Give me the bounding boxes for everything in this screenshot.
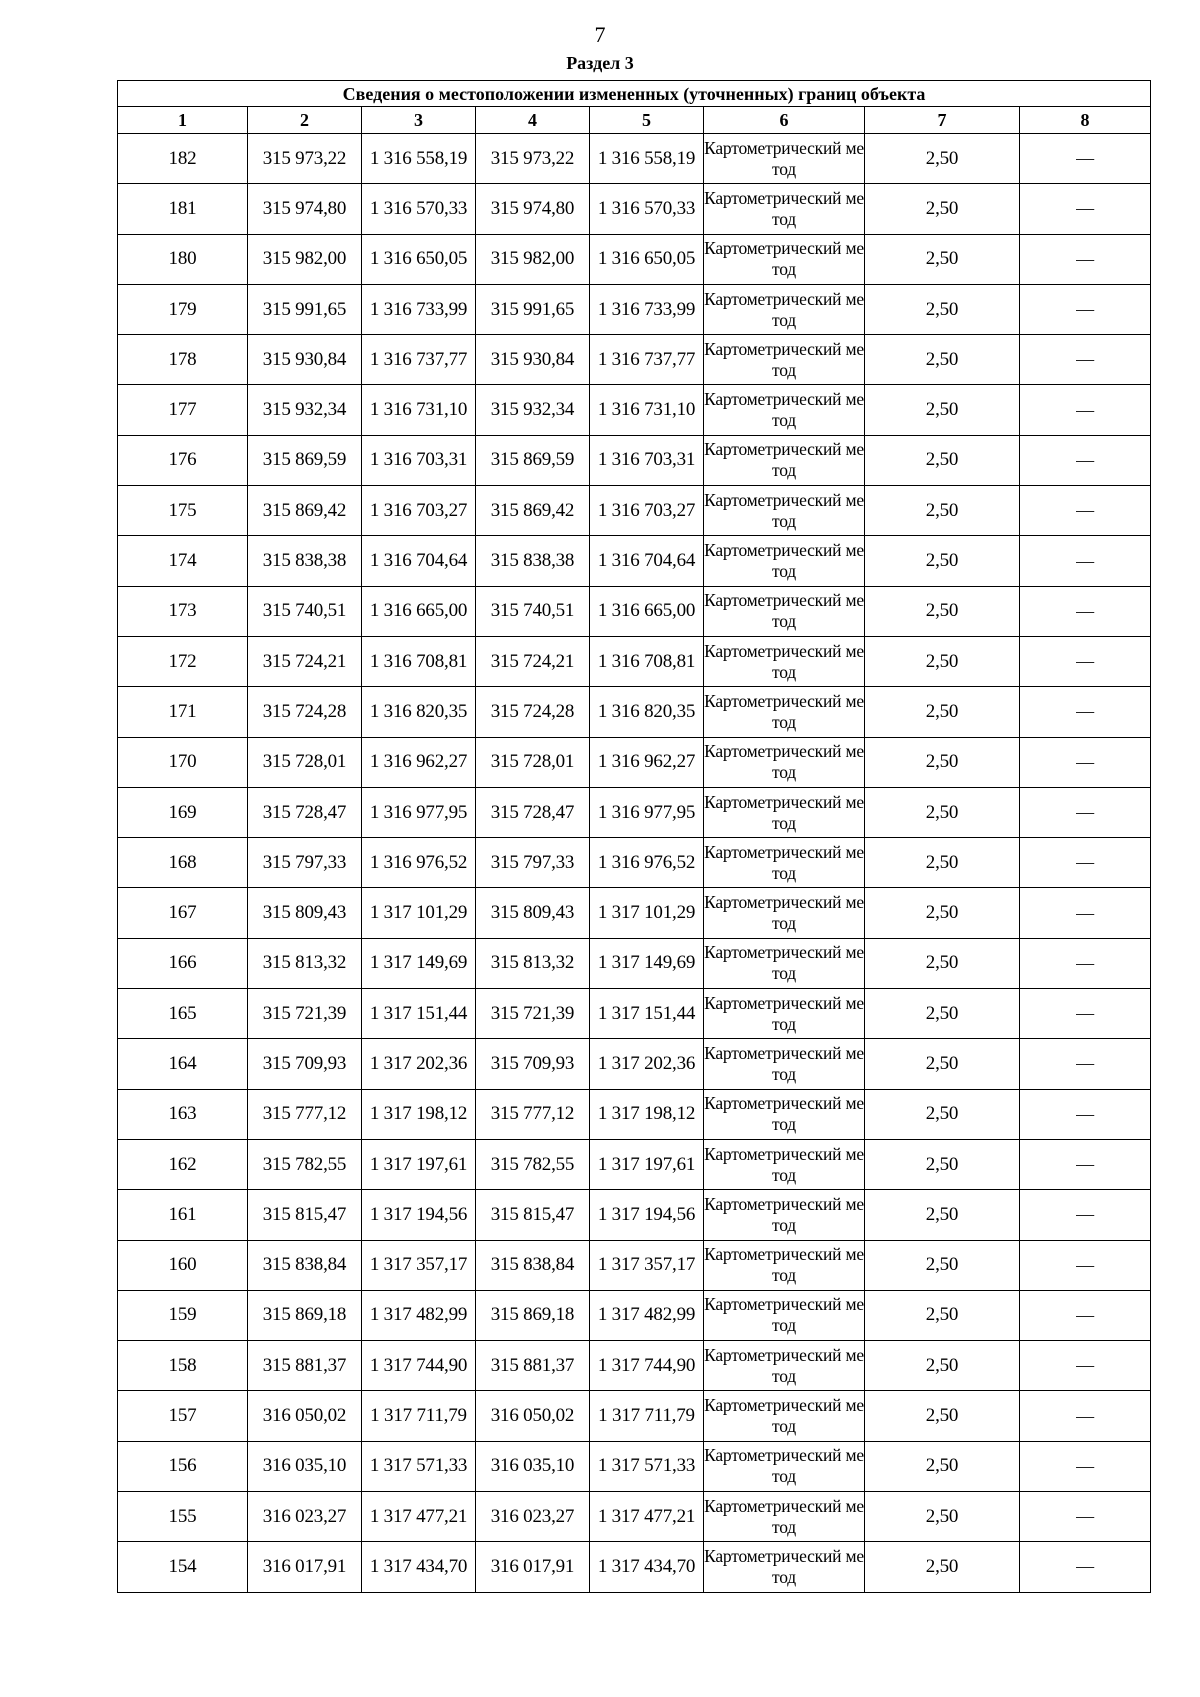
x-coordinate-cell: 315 740,51 bbox=[248, 586, 362, 636]
column-number-row bbox=[118, 107, 1151, 134]
point-number-cell: 171 bbox=[118, 687, 248, 737]
section-title: Раздел 3 bbox=[566, 53, 634, 73]
description-cell: — bbox=[1020, 1290, 1151, 1340]
table-row bbox=[118, 737, 1151, 787]
y-coordinate-new-cell: 1 317 194,56 bbox=[590, 1190, 704, 1240]
x-coordinate-new-cell: 315 869,42 bbox=[476, 486, 590, 536]
x-coordinate-cell: 316 017,91 bbox=[248, 1542, 362, 1592]
x-coordinate-new-cell: 315 728,01 bbox=[476, 737, 590, 787]
table-caption-row bbox=[118, 81, 1151, 107]
y-coordinate-new-cell: 1 316 704,64 bbox=[590, 536, 704, 586]
x-coordinate-cell: 315 724,21 bbox=[248, 636, 362, 686]
description-cell: — bbox=[1020, 838, 1151, 888]
x-coordinate-new-cell: 315 974,80 bbox=[476, 184, 590, 234]
x-coordinate-new-cell: 315 869,18 bbox=[476, 1290, 590, 1340]
x-coordinate-new-cell: 316 035,10 bbox=[476, 1441, 590, 1491]
y-coordinate-new-cell: 1 317 202,36 bbox=[590, 1039, 704, 1089]
y-coordinate-cell: 1 317 151,44 bbox=[362, 989, 476, 1039]
y-coordinate-new-cell: 1 317 434,70 bbox=[590, 1542, 704, 1592]
y-coordinate-new-cell: 1 317 711,79 bbox=[590, 1391, 704, 1441]
method-cell: Картометрический метод bbox=[704, 486, 865, 536]
accuracy-cell: 2,50 bbox=[865, 1441, 1020, 1491]
y-coordinate-cell: 1 317 711,79 bbox=[362, 1391, 476, 1441]
y-coordinate-new-cell: 1 317 477,21 bbox=[590, 1492, 704, 1542]
table-row bbox=[118, 234, 1151, 284]
point-number-cell: 155 bbox=[118, 1492, 248, 1542]
accuracy-cell: 2,50 bbox=[865, 586, 1020, 636]
table-row bbox=[118, 1290, 1151, 1340]
y-coordinate-cell: 1 317 571,33 bbox=[362, 1441, 476, 1491]
x-coordinate-cell: 315 991,65 bbox=[248, 284, 362, 334]
x-coordinate-cell: 316 035,10 bbox=[248, 1441, 362, 1491]
point-number-cell: 165 bbox=[118, 989, 248, 1039]
y-coordinate-new-cell: 1 316 570,33 bbox=[590, 184, 704, 234]
table-row bbox=[118, 385, 1151, 435]
y-coordinate-cell: 1 317 197,61 bbox=[362, 1139, 476, 1189]
x-coordinate-new-cell: 315 721,39 bbox=[476, 989, 590, 1039]
x-coordinate-new-cell: 315 982,00 bbox=[476, 234, 590, 284]
accuracy-cell: 2,50 bbox=[865, 938, 1020, 988]
table-row bbox=[118, 787, 1151, 837]
x-coordinate-new-cell: 315 777,12 bbox=[476, 1089, 590, 1139]
y-coordinate-cell: 1 317 101,29 bbox=[362, 888, 476, 938]
coordinates-table bbox=[117, 80, 1151, 1593]
method-cell: Картометрический метод bbox=[704, 1190, 865, 1240]
point-number-cell: 160 bbox=[118, 1240, 248, 1290]
point-number-cell: 175 bbox=[118, 486, 248, 536]
y-coordinate-new-cell: 1 317 357,17 bbox=[590, 1240, 704, 1290]
point-number-cell: 177 bbox=[118, 385, 248, 435]
description-cell: — bbox=[1020, 737, 1151, 787]
y-coordinate-cell: 1 317 434,70 bbox=[362, 1542, 476, 1592]
description-cell: — bbox=[1020, 787, 1151, 837]
accuracy-cell: 2,50 bbox=[865, 134, 1020, 184]
point-number-cell: 162 bbox=[118, 1139, 248, 1189]
method-cell: Картометрический метод bbox=[704, 1542, 865, 1592]
x-coordinate-cell: 315 809,43 bbox=[248, 888, 362, 938]
description-cell: — bbox=[1020, 284, 1151, 334]
x-coordinate-cell: 315 709,93 bbox=[248, 1039, 362, 1089]
column-number-8: 8 bbox=[1020, 107, 1151, 134]
description-cell: — bbox=[1020, 486, 1151, 536]
x-coordinate-cell: 315 724,28 bbox=[248, 687, 362, 737]
x-coordinate-new-cell: 315 724,21 bbox=[476, 636, 590, 686]
column-number-1: 1 bbox=[118, 107, 248, 134]
accuracy-cell: 2,50 bbox=[865, 888, 1020, 938]
point-number-cell: 172 bbox=[118, 636, 248, 686]
method-cell: Картометрический метод bbox=[704, 184, 865, 234]
accuracy-cell: 2,50 bbox=[865, 486, 1020, 536]
point-number-cell: 156 bbox=[118, 1441, 248, 1491]
method-cell: Картометрический метод bbox=[704, 1341, 865, 1391]
point-number-cell: 182 bbox=[118, 134, 248, 184]
method-cell: Картометрический метод bbox=[704, 938, 865, 988]
y-coordinate-cell: 1 317 744,90 bbox=[362, 1341, 476, 1391]
y-coordinate-new-cell: 1 316 820,35 bbox=[590, 687, 704, 737]
x-coordinate-cell: 315 974,80 bbox=[248, 184, 362, 234]
point-number-cell: 164 bbox=[118, 1039, 248, 1089]
table-row bbox=[118, 687, 1151, 737]
description-cell: — bbox=[1020, 888, 1151, 938]
table-row bbox=[118, 636, 1151, 686]
description-cell: — bbox=[1020, 435, 1151, 485]
x-coordinate-cell: 315 932,34 bbox=[248, 385, 362, 435]
column-number-6: 6 bbox=[704, 107, 865, 134]
y-coordinate-new-cell: 1 316 703,31 bbox=[590, 435, 704, 485]
x-coordinate-new-cell: 315 973,22 bbox=[476, 134, 590, 184]
x-coordinate-new-cell: 315 838,84 bbox=[476, 1240, 590, 1290]
accuracy-cell: 2,50 bbox=[865, 385, 1020, 435]
point-number-cell: 157 bbox=[118, 1391, 248, 1441]
y-coordinate-cell: 1 317 194,56 bbox=[362, 1190, 476, 1240]
y-coordinate-cell: 1 317 202,36 bbox=[362, 1039, 476, 1089]
point-number-cell: 180 bbox=[118, 234, 248, 284]
accuracy-cell: 2,50 bbox=[865, 1089, 1020, 1139]
point-number-cell: 154 bbox=[118, 1542, 248, 1592]
accuracy-cell: 2,50 bbox=[865, 335, 1020, 385]
method-cell: Картометрический метод bbox=[704, 134, 865, 184]
y-coordinate-new-cell: 1 317 571,33 bbox=[590, 1441, 704, 1491]
point-number-cell: 169 bbox=[118, 787, 248, 837]
y-coordinate-new-cell: 1 317 151,44 bbox=[590, 989, 704, 1039]
x-coordinate-cell: 315 777,12 bbox=[248, 1089, 362, 1139]
accuracy-cell: 2,50 bbox=[865, 737, 1020, 787]
x-coordinate-cell: 315 782,55 bbox=[248, 1139, 362, 1189]
point-number-cell: 166 bbox=[118, 938, 248, 988]
table-row bbox=[118, 989, 1151, 1039]
point-number-cell: 159 bbox=[118, 1290, 248, 1340]
accuracy-cell: 2,50 bbox=[865, 838, 1020, 888]
table-row bbox=[118, 284, 1151, 334]
y-coordinate-cell: 1 316 737,77 bbox=[362, 335, 476, 385]
y-coordinate-cell: 1 317 482,99 bbox=[362, 1290, 476, 1340]
table-row bbox=[118, 888, 1151, 938]
x-coordinate-new-cell: 315 991,65 bbox=[476, 284, 590, 334]
point-number-cell: 168 bbox=[118, 838, 248, 888]
x-coordinate-new-cell: 316 017,91 bbox=[476, 1542, 590, 1592]
x-coordinate-new-cell: 315 869,59 bbox=[476, 435, 590, 485]
description-cell: — bbox=[1020, 1391, 1151, 1441]
y-coordinate-cell: 1 317 149,69 bbox=[362, 938, 476, 988]
table-row bbox=[118, 1139, 1151, 1189]
x-coordinate-cell: 315 813,32 bbox=[248, 938, 362, 988]
description-cell: — bbox=[1020, 335, 1151, 385]
y-coordinate-new-cell: 1 316 731,10 bbox=[590, 385, 704, 435]
method-cell: Картометрический метод bbox=[704, 687, 865, 737]
description-cell: — bbox=[1020, 385, 1151, 435]
y-coordinate-cell: 1 316 976,52 bbox=[362, 838, 476, 888]
table-row bbox=[118, 1190, 1151, 1240]
table-row bbox=[118, 586, 1151, 636]
y-coordinate-cell: 1 316 570,33 bbox=[362, 184, 476, 234]
table-row bbox=[118, 435, 1151, 485]
description-cell: — bbox=[1020, 134, 1151, 184]
description-cell: — bbox=[1020, 234, 1151, 284]
accuracy-cell: 2,50 bbox=[865, 1391, 1020, 1441]
column-number-7: 7 bbox=[865, 107, 1020, 134]
y-coordinate-new-cell: 1 316 733,99 bbox=[590, 284, 704, 334]
page-number: 7 bbox=[594, 22, 606, 47]
y-coordinate-new-cell: 1 316 737,77 bbox=[590, 335, 704, 385]
y-coordinate-cell: 1 316 977,95 bbox=[362, 787, 476, 837]
x-coordinate-cell: 315 797,33 bbox=[248, 838, 362, 888]
point-number-cell: 161 bbox=[118, 1190, 248, 1240]
x-coordinate-new-cell: 316 023,27 bbox=[476, 1492, 590, 1542]
accuracy-cell: 2,50 bbox=[865, 636, 1020, 686]
description-cell: — bbox=[1020, 938, 1151, 988]
y-coordinate-new-cell: 1 316 558,19 bbox=[590, 134, 704, 184]
table-row bbox=[118, 1441, 1151, 1491]
x-coordinate-new-cell: 315 740,51 bbox=[476, 586, 590, 636]
y-coordinate-cell: 1 316 731,10 bbox=[362, 385, 476, 435]
accuracy-cell: 2,50 bbox=[865, 184, 1020, 234]
accuracy-cell: 2,50 bbox=[865, 1542, 1020, 1592]
y-coordinate-cell: 1 316 650,05 bbox=[362, 234, 476, 284]
y-coordinate-cell: 1 316 708,81 bbox=[362, 636, 476, 686]
y-coordinate-cell: 1 317 198,12 bbox=[362, 1089, 476, 1139]
description-cell: — bbox=[1020, 536, 1151, 586]
y-coordinate-new-cell: 1 317 744,90 bbox=[590, 1341, 704, 1391]
table-row bbox=[118, 1089, 1151, 1139]
description-cell: — bbox=[1020, 687, 1151, 737]
method-cell: Картометрический метод bbox=[704, 1240, 865, 1290]
x-coordinate-cell: 315 973,22 bbox=[248, 134, 362, 184]
y-coordinate-new-cell: 1 316 708,81 bbox=[590, 636, 704, 686]
x-coordinate-new-cell: 315 813,32 bbox=[476, 938, 590, 988]
y-coordinate-cell: 1 316 733,99 bbox=[362, 284, 476, 334]
accuracy-cell: 2,50 bbox=[865, 536, 1020, 586]
y-coordinate-cell: 1 316 820,35 bbox=[362, 687, 476, 737]
y-coordinate-new-cell: 1 317 198,12 bbox=[590, 1089, 704, 1139]
x-coordinate-new-cell: 315 838,38 bbox=[476, 536, 590, 586]
accuracy-cell: 2,50 bbox=[865, 284, 1020, 334]
point-number-cell: 163 bbox=[118, 1089, 248, 1139]
description-cell: — bbox=[1020, 1089, 1151, 1139]
table-row bbox=[118, 838, 1151, 888]
method-cell: Картометрический метод bbox=[704, 888, 865, 938]
column-number-5: 5 bbox=[590, 107, 704, 134]
description-cell: — bbox=[1020, 1240, 1151, 1290]
y-coordinate-new-cell: 1 316 976,52 bbox=[590, 838, 704, 888]
x-coordinate-cell: 315 728,47 bbox=[248, 787, 362, 837]
method-cell: Картометрический метод bbox=[704, 1441, 865, 1491]
x-coordinate-cell: 315 838,84 bbox=[248, 1240, 362, 1290]
x-coordinate-new-cell: 315 728,47 bbox=[476, 787, 590, 837]
description-cell: — bbox=[1020, 636, 1151, 686]
description-cell: — bbox=[1020, 184, 1151, 234]
point-number-cell: 174 bbox=[118, 536, 248, 586]
accuracy-cell: 2,50 bbox=[865, 1492, 1020, 1542]
method-cell: Картометрический метод bbox=[704, 435, 865, 485]
x-coordinate-cell: 315 982,00 bbox=[248, 234, 362, 284]
y-coordinate-new-cell: 1 316 665,00 bbox=[590, 586, 704, 636]
y-coordinate-new-cell: 1 317 482,99 bbox=[590, 1290, 704, 1340]
table-row bbox=[118, 134, 1151, 184]
y-coordinate-new-cell: 1 317 149,69 bbox=[590, 938, 704, 988]
x-coordinate-new-cell: 315 815,47 bbox=[476, 1190, 590, 1240]
table-row bbox=[118, 335, 1151, 385]
method-cell: Картометрический метод bbox=[704, 1089, 865, 1139]
x-coordinate-new-cell: 315 709,93 bbox=[476, 1039, 590, 1089]
table-row bbox=[118, 1341, 1151, 1391]
description-cell: — bbox=[1020, 1190, 1151, 1240]
x-coordinate-new-cell: 315 809,43 bbox=[476, 888, 590, 938]
method-cell: Картометрический метод bbox=[704, 1139, 865, 1189]
accuracy-cell: 2,50 bbox=[865, 989, 1020, 1039]
method-cell: Картометрический метод bbox=[704, 636, 865, 686]
method-cell: Картометрический метод bbox=[704, 234, 865, 284]
table-row bbox=[118, 1542, 1151, 1592]
y-coordinate-cell: 1 317 357,17 bbox=[362, 1240, 476, 1290]
description-cell: — bbox=[1020, 1039, 1151, 1089]
x-coordinate-new-cell: 316 050,02 bbox=[476, 1391, 590, 1441]
x-coordinate-cell: 316 023,27 bbox=[248, 1492, 362, 1542]
x-coordinate-cell: 315 869,42 bbox=[248, 486, 362, 536]
table-caption: Сведения о местоположении измененных (уточненных) границ объекта bbox=[118, 81, 1151, 107]
method-cell: Картометрический метод bbox=[704, 737, 865, 787]
accuracy-cell: 2,50 bbox=[865, 787, 1020, 837]
accuracy-cell: 2,50 bbox=[865, 1190, 1020, 1240]
column-number-4: 4 bbox=[476, 107, 590, 134]
table-row bbox=[118, 486, 1151, 536]
y-coordinate-cell: 1 317 477,21 bbox=[362, 1492, 476, 1542]
method-cell: Картометрический метод bbox=[704, 1492, 865, 1542]
y-coordinate-cell: 1 316 704,64 bbox=[362, 536, 476, 586]
point-number-cell: 176 bbox=[118, 435, 248, 485]
y-coordinate-new-cell: 1 317 197,61 bbox=[590, 1139, 704, 1189]
point-number-cell: 181 bbox=[118, 184, 248, 234]
y-coordinate-cell: 1 316 703,31 bbox=[362, 435, 476, 485]
column-number-3: 3 bbox=[362, 107, 476, 134]
table-row bbox=[118, 1391, 1151, 1441]
accuracy-cell: 2,50 bbox=[865, 1139, 1020, 1189]
accuracy-cell: 2,50 bbox=[865, 1039, 1020, 1089]
description-cell: — bbox=[1020, 1139, 1151, 1189]
y-coordinate-cell: 1 316 558,19 bbox=[362, 134, 476, 184]
table-row bbox=[118, 536, 1151, 586]
accuracy-cell: 2,50 bbox=[865, 1341, 1020, 1391]
description-cell: — bbox=[1020, 989, 1151, 1039]
method-cell: Картометрический метод bbox=[704, 284, 865, 334]
y-coordinate-new-cell: 1 316 650,05 bbox=[590, 234, 704, 284]
x-coordinate-new-cell: 315 782,55 bbox=[476, 1139, 590, 1189]
point-number-cell: 158 bbox=[118, 1341, 248, 1391]
description-cell: — bbox=[1020, 1542, 1151, 1592]
x-coordinate-new-cell: 315 797,33 bbox=[476, 838, 590, 888]
description-cell: — bbox=[1020, 1441, 1151, 1491]
method-cell: Картометрический метод bbox=[704, 335, 865, 385]
x-coordinate-cell: 315 881,37 bbox=[248, 1341, 362, 1391]
accuracy-cell: 2,50 bbox=[865, 687, 1020, 737]
x-coordinate-new-cell: 315 724,28 bbox=[476, 687, 590, 737]
table-row bbox=[118, 184, 1151, 234]
y-coordinate-new-cell: 1 316 977,95 bbox=[590, 787, 704, 837]
description-cell: — bbox=[1020, 1492, 1151, 1542]
column-number-2: 2 bbox=[248, 107, 362, 134]
method-cell: Картометрический метод bbox=[704, 1290, 865, 1340]
table-row bbox=[118, 1492, 1151, 1542]
x-coordinate-cell: 315 930,84 bbox=[248, 335, 362, 385]
x-coordinate-cell: 315 869,18 bbox=[248, 1290, 362, 1340]
x-coordinate-new-cell: 315 932,34 bbox=[476, 385, 590, 435]
x-coordinate-cell: 315 869,59 bbox=[248, 435, 362, 485]
x-coordinate-cell: 316 050,02 bbox=[248, 1391, 362, 1441]
table-row bbox=[118, 1240, 1151, 1290]
accuracy-cell: 2,50 bbox=[865, 1240, 1020, 1290]
description-cell: — bbox=[1020, 1341, 1151, 1391]
description-cell: — bbox=[1020, 586, 1151, 636]
method-cell: Картометрический метод bbox=[704, 838, 865, 888]
x-coordinate-cell: 315 838,38 bbox=[248, 536, 362, 586]
table-row bbox=[118, 938, 1151, 988]
x-coordinate-new-cell: 315 881,37 bbox=[476, 1341, 590, 1391]
method-cell: Картометрический метод bbox=[704, 1039, 865, 1089]
method-cell: Картометрический метод bbox=[704, 536, 865, 586]
accuracy-cell: 2,50 bbox=[865, 234, 1020, 284]
method-cell: Картометрический метод bbox=[704, 586, 865, 636]
method-cell: Картометрический метод bbox=[704, 787, 865, 837]
point-number-cell: 179 bbox=[118, 284, 248, 334]
y-coordinate-cell: 1 316 962,27 bbox=[362, 737, 476, 787]
point-number-cell: 170 bbox=[118, 737, 248, 787]
y-coordinate-cell: 1 316 703,27 bbox=[362, 486, 476, 536]
y-coordinate-new-cell: 1 316 703,27 bbox=[590, 486, 704, 536]
x-coordinate-cell: 315 721,39 bbox=[248, 989, 362, 1039]
point-number-cell: 167 bbox=[118, 888, 248, 938]
table-body bbox=[118, 134, 1151, 1593]
accuracy-cell: 2,50 bbox=[865, 435, 1020, 485]
point-number-cell: 173 bbox=[118, 586, 248, 636]
x-coordinate-new-cell: 315 930,84 bbox=[476, 335, 590, 385]
table-row bbox=[118, 1039, 1151, 1089]
y-coordinate-new-cell: 1 317 101,29 bbox=[590, 888, 704, 938]
point-number-cell: 178 bbox=[118, 335, 248, 385]
y-coordinate-new-cell: 1 316 962,27 bbox=[590, 737, 704, 787]
method-cell: Картометрический метод bbox=[704, 1391, 865, 1441]
method-cell: Картометрический метод bbox=[704, 989, 865, 1039]
x-coordinate-cell: 315 728,01 bbox=[248, 737, 362, 787]
method-cell: Картометрический метод bbox=[704, 385, 865, 435]
x-coordinate-cell: 315 815,47 bbox=[248, 1190, 362, 1240]
accuracy-cell: 2,50 bbox=[865, 1290, 1020, 1340]
y-coordinate-cell: 1 316 665,00 bbox=[362, 586, 476, 636]
